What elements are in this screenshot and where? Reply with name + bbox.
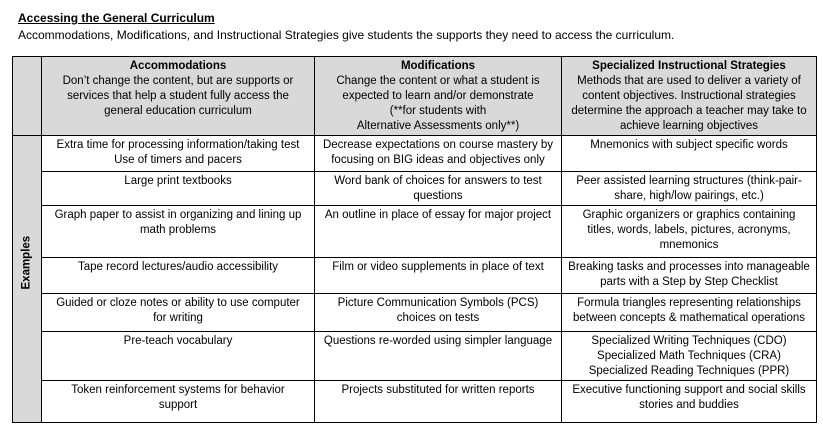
document-title: Accessing the General Curriculum	[18, 11, 215, 25]
header-description-line: content objectives. Instructional strategies	[582, 90, 796, 102]
cell-text: share, high/low pairings, etc.)	[614, 190, 764, 202]
cell-text: Large print textbooks	[124, 175, 232, 187]
strategies-cell	[562, 258, 817, 294]
table-row	[13, 294, 817, 332]
cell-text: Film or video supplements in place of text	[332, 261, 544, 273]
cell-text: Tape record lectures/audio accessibility	[77, 261, 279, 273]
table-row	[13, 332, 817, 381]
accommodations-cell	[42, 381, 315, 423]
examples-side-cell	[13, 136, 42, 423]
accommodations-cell	[42, 332, 315, 381]
header-description-line: (**for students with	[389, 105, 487, 117]
header-description-line: Alternative Assessments only**)	[356, 120, 520, 132]
strategies-cell	[562, 294, 817, 332]
cell-text: Projects substituted for written reports	[341, 384, 535, 396]
cell-text: stories and buddies	[639, 399, 739, 411]
cell-text: Graphic organizers or graphics containing	[582, 209, 796, 221]
header-modifications	[315, 57, 562, 136]
header-description-line: expected to learn and/or demonstrate	[342, 90, 534, 102]
cell-text: parts with a Step by Step Checklist	[600, 276, 778, 288]
cell-text: Specialized Writing Techniques (CDO)	[591, 335, 787, 347]
cell-text: Graph paper to assist in organizing and lining up	[54, 209, 302, 221]
header-title: Specialized Instructional Strategies	[592, 60, 786, 72]
header-description-line: Change the content or what a student is	[336, 75, 540, 87]
cell-text: titles, words, labels, pictures, acronyms,	[587, 224, 791, 236]
strategies-cell	[562, 172, 817, 206]
cell-text: support	[158, 399, 198, 411]
table-row	[13, 206, 817, 258]
modifications-cell	[315, 258, 562, 294]
cell-text: Specialized Reading Techniques (PPR)	[588, 365, 790, 377]
header-row	[13, 57, 817, 136]
curriculum-table	[12, 56, 817, 423]
cell-text: Questions re-worded using simpler language	[323, 335, 553, 347]
modifications-cell	[315, 294, 562, 332]
cell-text: mnemonics	[659, 239, 719, 251]
accommodations-cell	[42, 136, 315, 172]
modifications-cell	[315, 332, 562, 381]
cell-text: Word bank of choices for answers to test	[334, 175, 542, 187]
cell-text: math problems	[139, 224, 217, 236]
header-title: Accommodations	[129, 60, 227, 72]
header-strategies	[562, 57, 817, 136]
cell-text: Use of timers and pacers	[114, 154, 242, 166]
cell-text: focusing on BIG ideas and objectives only	[331, 154, 545, 166]
header-title: Modifications	[400, 60, 476, 72]
cell-text: Decrease expectations on course mastery by	[322, 139, 554, 151]
table-row	[13, 136, 817, 172]
cell-text: Picture Communication Symbols (PCS)	[337, 297, 539, 309]
corner-cell	[13, 57, 42, 136]
header-description-line: services that help a student fully access the	[67, 90, 289, 102]
document-subtitle: Accommodations, Modifications, and Instructional Strategies give students the supports they need to access the curriculum.	[18, 28, 675, 42]
header-description-line: determine the approach a teacher may take to	[571, 105, 807, 117]
strategies-cell	[562, 136, 817, 172]
header-description-line: Don’t change the content, but are supports or	[62, 75, 294, 87]
header-description-line: achieve learning objectives	[619, 120, 759, 132]
modifications-cell	[315, 172, 562, 206]
cell-text: Peer assisted learning structures (think-pair-	[576, 175, 802, 187]
strategies-cell	[562, 381, 817, 423]
table-row	[13, 258, 817, 294]
modifications-cell	[315, 206, 562, 258]
cell-text: Token reinforcement systems for behavior	[71, 384, 285, 396]
cell-text: Pre-teach vocabulary	[123, 335, 233, 347]
cell-text: Breaking tasks and processes into manageable	[568, 261, 810, 273]
modifications-cell	[315, 136, 562, 172]
cell-text: questions	[413, 190, 463, 202]
cell-text: Mnemonics with subject specific words	[590, 139, 788, 151]
cell-text: Formula triangles representing relationships	[577, 297, 801, 309]
modifications-cell	[315, 381, 562, 423]
accommodations-cell	[42, 206, 315, 258]
cell-text: between concepts & mathematical operations	[572, 312, 806, 324]
cell-text: for writing	[153, 312, 203, 324]
cell-text: choices on tests	[396, 312, 480, 324]
cell-text: Guided or cloze notes or ability to use computer	[56, 297, 300, 309]
table-row	[13, 381, 817, 423]
header-accommodations	[42, 57, 315, 136]
cell-text: Executive functioning support and social skills	[572, 384, 806, 396]
accommodations-cell	[42, 172, 315, 206]
strategies-cell	[562, 332, 817, 381]
header-description-line: Methods that are used to deliver a variety of	[577, 75, 801, 87]
table-row	[13, 172, 817, 206]
cell-text: Specialized Math Techniques (CRA)	[597, 350, 781, 362]
cell-text: An outline in place of essay for major project	[324, 209, 552, 221]
accommodations-cell	[42, 258, 315, 294]
strategies-cell	[562, 206, 817, 258]
accommodations-cell	[42, 294, 315, 332]
header-description-line: general education curriculum	[104, 105, 252, 117]
examples-label: Examples	[20, 235, 33, 289]
cell-text: Extra time for processing information/taking test	[56, 139, 300, 151]
